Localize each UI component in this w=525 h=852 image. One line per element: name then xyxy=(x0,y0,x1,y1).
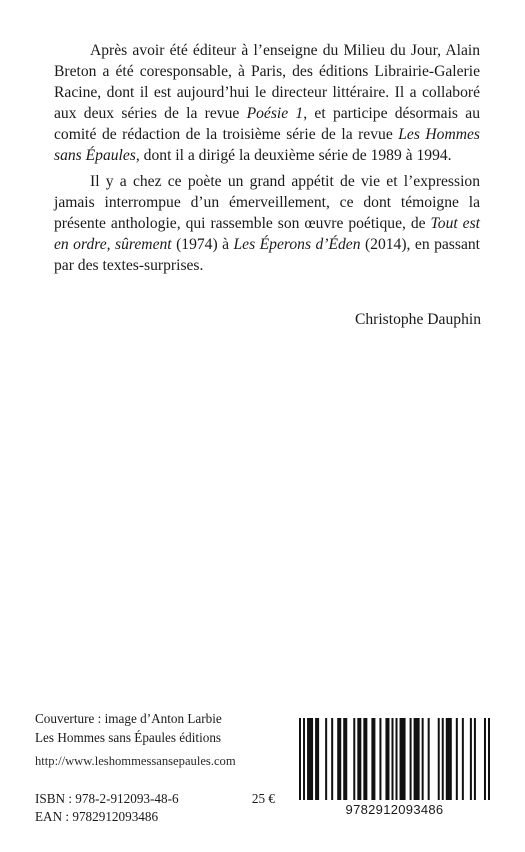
barcode-bar xyxy=(488,718,490,800)
barcode-bar xyxy=(353,718,355,800)
barcode-bar xyxy=(414,718,420,800)
text-span: (1974) à xyxy=(171,236,234,253)
paragraph-2 xyxy=(54,171,480,276)
barcode-bar xyxy=(391,718,393,800)
barcode-bar xyxy=(385,718,389,800)
barcode-bar xyxy=(371,718,375,800)
italic-title-poesie-1: Poésie 1 xyxy=(246,105,304,122)
paragraph-1 xyxy=(54,40,480,166)
cover-credit: Couverture : image d’Anton Larbie xyxy=(35,711,222,726)
barcode-bar xyxy=(438,718,440,800)
barcode-number: 9782912093486 xyxy=(345,802,444,817)
barcode-bar xyxy=(379,718,381,800)
credits xyxy=(35,709,222,747)
barcode-bar xyxy=(484,718,486,800)
barcode-bar xyxy=(428,718,430,800)
barcode-bar xyxy=(474,718,476,800)
barcode-bar xyxy=(357,718,361,800)
italic-title-hommes-sans-epaules: Les Hommes sans Épaules xyxy=(54,126,480,164)
barcode-bar xyxy=(337,718,341,800)
text-span: Après avoir été éditeur à l’enseigne du Milieu du Jour, Alain Breton a été coresponsable, à Paris, des éditions Librairie-Galerie Racine, dont il est aujourd’hui le directeur littéraire. Il a collaboré aux deux séries de la revue xyxy=(54,42,480,122)
text-span: Il y a chez ce poète un grand appétit de vie et l’expression jamais interrompue d’un émerveillement, ce dont témoigne la présente anthologie, qui rassemble son œuvre poétique, de xyxy=(54,173,480,232)
barcode-bar xyxy=(456,718,458,800)
barcode xyxy=(296,718,493,826)
barcode-bar xyxy=(307,718,313,800)
barcode-bar xyxy=(442,718,444,800)
barcode-bar xyxy=(299,718,301,800)
barcode-bar xyxy=(446,718,452,800)
italic-title-tout-est-en-ordre: Tout est en ordre, sûrement xyxy=(54,215,480,253)
price: 25 € xyxy=(251,791,275,806)
publisher-name: Les Hommes sans Épaules éditions xyxy=(35,730,222,745)
isbn: ISBN : 978-2-912093-48-6 xyxy=(35,791,179,806)
barcode-bar xyxy=(315,718,319,800)
barcode-bar xyxy=(343,718,347,800)
barcode-bar xyxy=(422,718,424,800)
text-span: , dont il a dirigé la deuxième série de 1989 à 1994. xyxy=(135,147,452,164)
barcode-bar xyxy=(363,718,367,800)
text-span: , et participe désormais au comité de rédaction de la troisième série de la revue xyxy=(54,105,480,143)
signature: Christophe Dauphin xyxy=(354,311,481,328)
text-span: (2014), en passant par des textes-surprises. xyxy=(54,236,480,274)
barcode-bar xyxy=(396,718,398,800)
barcode-bar xyxy=(410,718,412,800)
isbn-block xyxy=(35,790,275,826)
website-url: http://www.leshommessansepaules.com xyxy=(35,754,236,768)
barcode-bar xyxy=(400,718,406,800)
barcode-bars xyxy=(296,718,493,800)
barcode-bar xyxy=(331,718,333,800)
italic-title-eperons-d-eden: Les Éperons d’Éden xyxy=(233,236,361,253)
ean: EAN : 9782912093486 xyxy=(35,809,159,824)
barcode-bar xyxy=(470,718,472,800)
barcode-bar xyxy=(462,718,464,800)
body-text xyxy=(54,40,480,276)
barcode-bar xyxy=(325,718,327,800)
barcode-bar xyxy=(303,718,305,800)
